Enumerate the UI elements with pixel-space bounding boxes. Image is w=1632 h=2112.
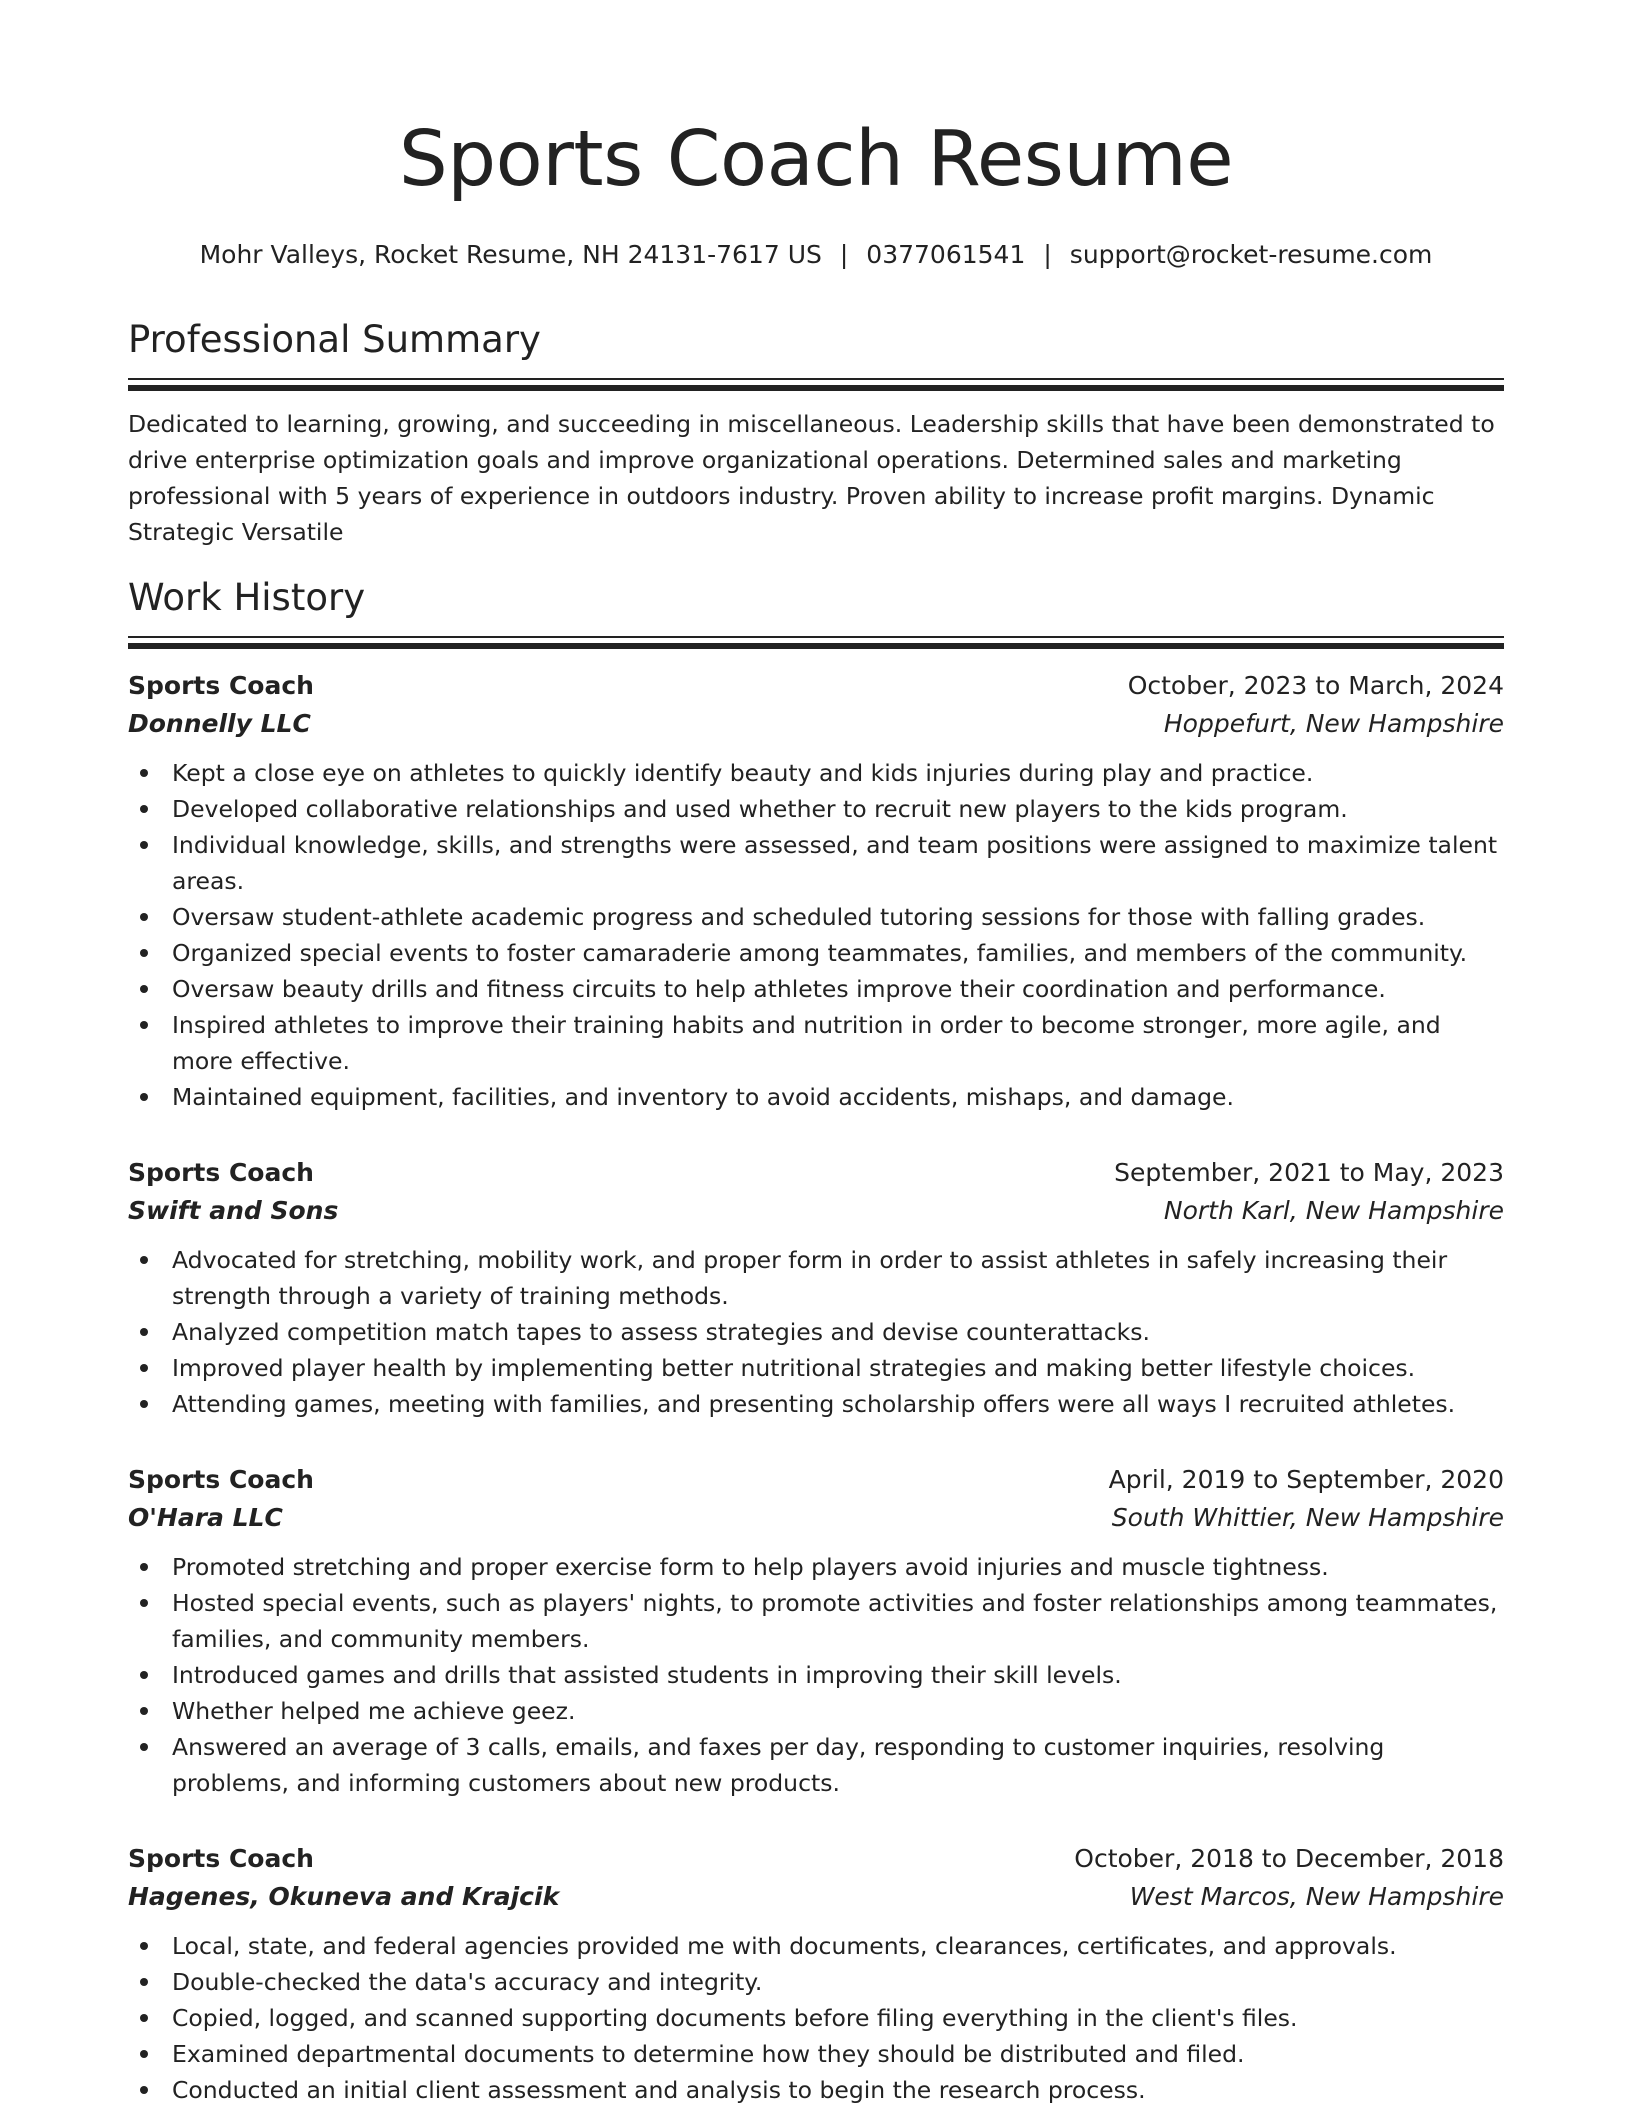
bullet-text: Whether helped me achieve geez. <box>172 1697 576 1725</box>
job-title: Sports Coach <box>128 1465 314 1494</box>
bullet-dot <box>140 1707 148 1715</box>
bullet-dot <box>140 1256 148 1264</box>
bullet-dot <box>140 1328 148 1336</box>
bullet-item <box>128 971 1504 1007</box>
job-dates: October, 2018 to December, 2018 <box>1074 1844 1504 1873</box>
job-dates: October, 2023 to March, 2024 <box>1127 671 1504 700</box>
job-company: Donnelly LLC <box>128 709 311 738</box>
bullet-text: Copied, logged, and scanned supporting documents before filing everything in the client's files. <box>172 2004 1298 2032</box>
bullet-item <box>128 1657 1504 1693</box>
bullet-item <box>128 935 1504 971</box>
job-entry <box>128 1840 1504 2108</box>
bullet-dot <box>140 805 148 813</box>
bullet-item <box>128 1585 1504 1657</box>
bullet-text: Hosted special events, such as players' nights, to promote activities and foster relationships among teammates, families, and community members. <box>172 1589 1498 1653</box>
bullet-dot <box>140 1599 148 1607</box>
bullet-item <box>128 1729 1504 1801</box>
bullet-item <box>128 1079 1504 1115</box>
bullet-item <box>128 2072 1504 2108</box>
bullet-dot <box>140 2014 148 2022</box>
job-location: South Whittier, New Hampshire <box>1111 1503 1504 1532</box>
bullet-dot <box>140 1978 148 1986</box>
bullet-dot <box>140 2050 148 2058</box>
bullet-text: Promoted stretching and proper exercise form to help players avoid injuries and muscle tightness. <box>172 1553 1329 1581</box>
job-location: Hoppefurt, New Hampshire <box>1163 709 1504 738</box>
bullet-text: Maintained equipment, facilities, and inventory to avoid accidents, mishaps, and damage. <box>172 1083 1234 1111</box>
contact-address: Mohr Valleys, Rocket Resume, NH 24131-7617 US <box>199 240 822 269</box>
bullet-dot <box>140 1400 148 1408</box>
job-dates: April, 2019 to September, 2020 <box>1108 1465 1504 1494</box>
bullet-dot <box>140 985 148 993</box>
bullet-dot <box>140 1563 148 1571</box>
bullet-item <box>128 2036 1504 2072</box>
job-entry <box>128 667 1504 1115</box>
job-subheader <box>128 1499 1504 1537</box>
bullet-dot <box>140 1093 148 1101</box>
bullet-item <box>128 1350 1504 1386</box>
bullet-text: Advocated for stretching, mobility work, and proper form in order to assist athletes in safely increasing their strength through a variety of training methods. <box>172 1246 1448 1310</box>
bullet-text: Inspired athletes to improve their training habits and nutrition in order to become stronger, more agile, and more effective. <box>172 1011 1441 1075</box>
job-bullets <box>128 1928 1504 2108</box>
bullet-text: Developed collaborative relationships and used whether to recruit new players to the kids program. <box>172 795 1348 823</box>
work-history-heading: Work History <box>128 576 366 619</box>
job-subheader <box>128 705 1504 743</box>
contact-phone: 0377061541 <box>866 240 1026 269</box>
bullet-text: Individual knowledge, skills, and strengths were assessed, and team positions were assigned to maximize talent areas. <box>172 831 1498 895</box>
bullet-item <box>128 1386 1504 1422</box>
bullet-text: Examined departmental documents to determine how they should be distributed and filed. <box>172 2040 1245 2068</box>
bullet-dot <box>140 913 148 921</box>
bullet-text: Analyzed competition match tapes to assess strategies and devise counterattacks. <box>172 1318 1151 1346</box>
bullet-dot <box>140 1364 148 1372</box>
bullet-text: Oversaw beauty drills and fitness circuits to help athletes improve their coordination and performance. <box>172 975 1386 1003</box>
bullet-item <box>128 1007 1504 1079</box>
job-subheader <box>128 1192 1504 1230</box>
bullet-dot <box>140 1743 148 1751</box>
bullet-item <box>128 1549 1504 1585</box>
job-header <box>128 1840 1504 1878</box>
bullet-item <box>128 2000 1504 2036</box>
job-title: Sports Coach <box>128 1158 314 1187</box>
job-entry <box>128 1461 1504 1801</box>
bullet-text: Attending games, meeting with families, and presenting scholarship offers were all ways I recruited athletes. <box>172 1390 1456 1418</box>
job-company: Hagenes, Okuneva and Krajcik <box>128 1882 560 1911</box>
job-bullets <box>128 1242 1504 1422</box>
job-bullets <box>128 755 1504 1115</box>
contact-email: support@rocket-resume.com <box>1069 240 1433 269</box>
work-history-divider <box>128 636 1504 649</box>
bullet-text: Oversaw student-athlete academic progress and scheduled tutoring sessions for those with falling grades. <box>172 903 1426 931</box>
bullet-text: Local, state, and federal agencies provided me with documents, clearances, certificates, and approvals. <box>172 1932 1397 1960</box>
bullet-text: Conducted an initial client assessment and analysis to begin the research process. <box>172 2076 1146 2104</box>
contact-separator: | <box>1043 240 1052 269</box>
bullet-text: Improved player health by implementing better nutritional strategies and making better lifestyle choices. <box>172 1354 1416 1382</box>
job-company: Swift and Sons <box>128 1196 339 1225</box>
bullet-item <box>128 899 1504 935</box>
job-title: Sports Coach <box>128 1844 314 1873</box>
bullet-item <box>128 1314 1504 1350</box>
bullet-item <box>128 827 1504 899</box>
bullet-text: Answered an average of 3 calls, emails, and faxes per day, responding to customer inquiries, resolving problems, and informing customers about new products. <box>172 1733 1385 1797</box>
bullet-dot <box>140 769 148 777</box>
bullet-item <box>128 1242 1504 1314</box>
bullet-dot <box>140 949 148 957</box>
job-bullets <box>128 1549 1504 1801</box>
bullet-text: Kept a close eye on athletes to quickly identify beauty and kids injuries during play and practice. <box>172 759 1314 787</box>
bullet-dot <box>140 2086 148 2094</box>
job-title: Sports Coach <box>128 671 314 700</box>
bullet-text: Introduced games and drills that assisted students in improving their skill levels. <box>172 1661 1122 1689</box>
job-location: West Marcos, New Hampshire <box>1129 1882 1504 1911</box>
summary-text: Dedicated to learning, growing, and succeeding in miscellaneous. Leadership skills that have been demonstrated to drive enterprise optimization goals and improve organizational operations. Determined sales and marketing professional with 5 years of experience in outdoors industry. Proven ability to increase profit margins. Dynamic Strategic Versatile <box>128 410 1495 546</box>
bullet-text: Double-checked the data's accuracy and integrity. <box>172 1968 763 1996</box>
job-entry <box>128 1154 1504 1422</box>
bullet-dot <box>140 1021 148 1029</box>
bullet-item <box>128 791 1504 827</box>
summary-heading: Professional Summary <box>128 318 541 361</box>
bullet-item <box>128 1693 1504 1729</box>
job-header <box>128 1154 1504 1192</box>
contact-separator: | <box>839 240 849 269</box>
bullet-text: Organized special events to foster camaraderie among teammates, families, and members of the community. <box>172 939 1468 967</box>
job-header <box>128 1461 1504 1499</box>
bullet-item <box>128 755 1504 791</box>
job-header <box>128 667 1504 705</box>
job-company: O'Hara LLC <box>128 1503 283 1532</box>
bullet-dot <box>140 1942 148 1950</box>
bullet-item <box>128 1964 1504 2000</box>
resume-title: Sports Coach Resume <box>398 115 1234 204</box>
job-subheader <box>128 1878 1504 1916</box>
summary-divider <box>128 378 1504 391</box>
bullet-dot <box>140 1671 148 1679</box>
contact-line <box>128 240 1504 269</box>
job-dates: September, 2021 to May, 2023 <box>1114 1158 1504 1187</box>
job-location: North Karl, New Hampshire <box>1163 1196 1504 1225</box>
bullet-item <box>128 1928 1504 1964</box>
bullet-dot <box>140 841 148 849</box>
